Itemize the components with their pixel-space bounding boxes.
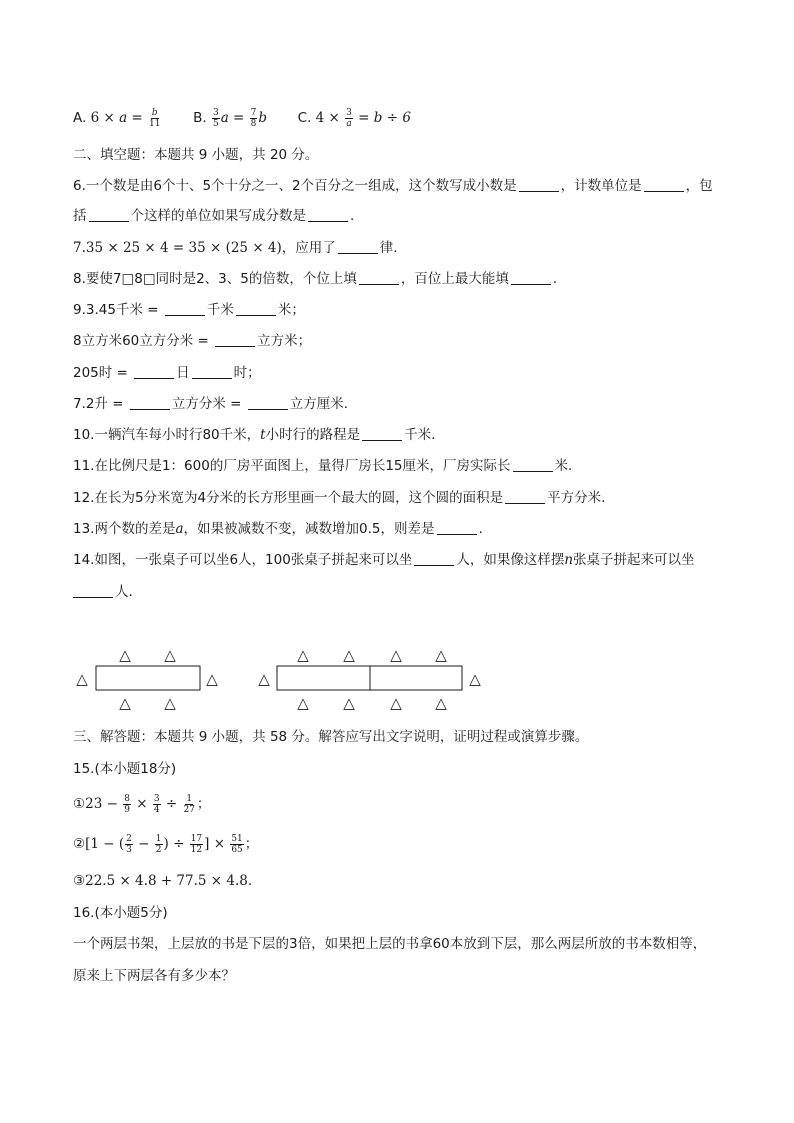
answer-blank[interactable] (511, 270, 551, 285)
answer-blank[interactable] (89, 207, 129, 222)
q12: 12.在长为5分米宽为4分米的长方形里画一个最大的圆，这个圆的面积是 平方分米. (73, 490, 606, 506)
seat-marker: △ (164, 646, 176, 664)
answer-blank[interactable] (359, 270, 399, 285)
q11: 11.在比例尺是1：600的厂房平面图上，量得厂房长15厘米，厂房实际长 米. (73, 458, 573, 474)
seat-marker: △ (258, 670, 270, 688)
q16-line1: 一个两层书架，上层放的书是下层的3倍，如果把上层的书拿60本放到下层，那么两层所放的书本数相等， (73, 936, 707, 952)
q6-line1: 6.一个数是由6个十、5个十分之一、2个百分之一组成，这个数写成小数是 ，计数单位是 ，包 (73, 178, 713, 194)
option-b: B. $\frac{3}{5}$ a = $\frac{7}{8}$ b (193, 108, 268, 129)
q15-expr2: ②[1 − ( $\frac{2}{3}$ − $\frac{1}{2}$ ) ÷ $\frac{17}{12}$ ] × $\frac{51}{65}$ ； (73, 834, 259, 855)
answer-blank[interactable] (165, 301, 205, 316)
answer-blank[interactable] (134, 364, 174, 379)
option-a: A. 6 × a = $\frac{b}{11}$ (73, 108, 161, 129)
answer-blank[interactable] (308, 207, 348, 222)
answer-blank[interactable] (248, 395, 288, 410)
seat-marker: △ (164, 694, 176, 710)
answer-blank[interactable] (644, 177, 684, 192)
seat-marker: △ (343, 646, 355, 664)
seat-marker: △ (297, 694, 309, 710)
answer-blank[interactable] (73, 583, 113, 598)
q16-line2: 原来上下两层各有多少本？ (73, 968, 235, 984)
seat-marker: △ (469, 670, 481, 688)
seat-marker: △ (76, 670, 88, 688)
q15-expr1: ①23 − $\frac{8}{9}$ × $\frac{3}{4}$ ÷ $\frac{1}{27}$ ； (73, 794, 211, 815)
q10: 10.一辆汽车每小时行80千米，t小时行的路程是 千米. (73, 427, 436, 443)
answer-blank[interactable] (215, 332, 255, 347)
seat-marker: △ (435, 646, 447, 664)
q14-line1: 14.如图，一张桌子可以坐6人，100张桌子拼起来可以坐 人，如果像这样摆n张桌子拼起来可以坐 (73, 552, 695, 568)
seat-marker: △ (119, 646, 131, 664)
seat-marker: △ (435, 694, 447, 710)
section2-heading: 二、填空题：本题共 9 小题，共 20 分。 (73, 147, 319, 163)
q15-title: 15.(本小题18分) (73, 761, 177, 777)
q9-line2: 8立方米60立方分米 = 立方米； (73, 333, 312, 349)
q9-line4: 7.2升 = 立方分米 = 立方厘米. (73, 396, 349, 412)
table-joined-left (277, 666, 370, 690)
section3-heading: 三、解答题：本题共 9 小题，共 58 分。解答应写出文字说明，证明过程或演算步骤。 (73, 729, 589, 745)
seat-marker: △ (206, 670, 218, 688)
q7: 7.35 × 25 × 4 = 35 × (25 × 4)，应用了 律. (73, 240, 398, 256)
answer-blank[interactable] (192, 364, 232, 379)
table-joined-right (370, 666, 462, 690)
q16-title: 16.(本小题5分) (73, 905, 168, 921)
q15-expr3: ③22.5 × 4.8 + 77.5 × 4.8. (73, 873, 253, 889)
seat-marker: △ (119, 694, 131, 710)
answer-blank[interactable] (437, 520, 477, 535)
answer-blank[interactable] (338, 239, 378, 254)
option-c: C. 4 × $\frac{3}{a}$ = b ÷ 6 (297, 108, 411, 129)
answer-blank[interactable] (130, 395, 170, 410)
seat-marker: △ (390, 646, 402, 664)
seat-marker: △ (390, 694, 402, 710)
tables-figure (70, 640, 500, 710)
answer-blank[interactable] (505, 489, 545, 504)
q13: 13.两个数的差是a，如果被减数不变，减数增加0.5，则差是 . (73, 521, 483, 537)
answer-blank[interactable] (513, 457, 553, 472)
options-row (73, 108, 411, 129)
q9-line1: 9.3.45千米 = 千米 米； (73, 302, 305, 318)
answer-blank[interactable] (414, 551, 454, 566)
q6-line2: 括 个这样的单位如果写成分数是 . (73, 208, 355, 224)
answer-blank[interactable] (519, 177, 559, 192)
answer-blank[interactable] (236, 301, 276, 316)
answer-blank[interactable] (362, 426, 402, 441)
table-single (96, 666, 200, 690)
q8: 8.要使7□8□同时是2、3、5的倍数，个位上填 ，百位上最大能填 . (73, 271, 558, 287)
seat-marker: △ (343, 694, 355, 710)
q9-line3: 205时 = 日 时； (73, 365, 261, 381)
q14-line2: 人. (73, 582, 133, 602)
seat-marker: △ (297, 646, 309, 664)
